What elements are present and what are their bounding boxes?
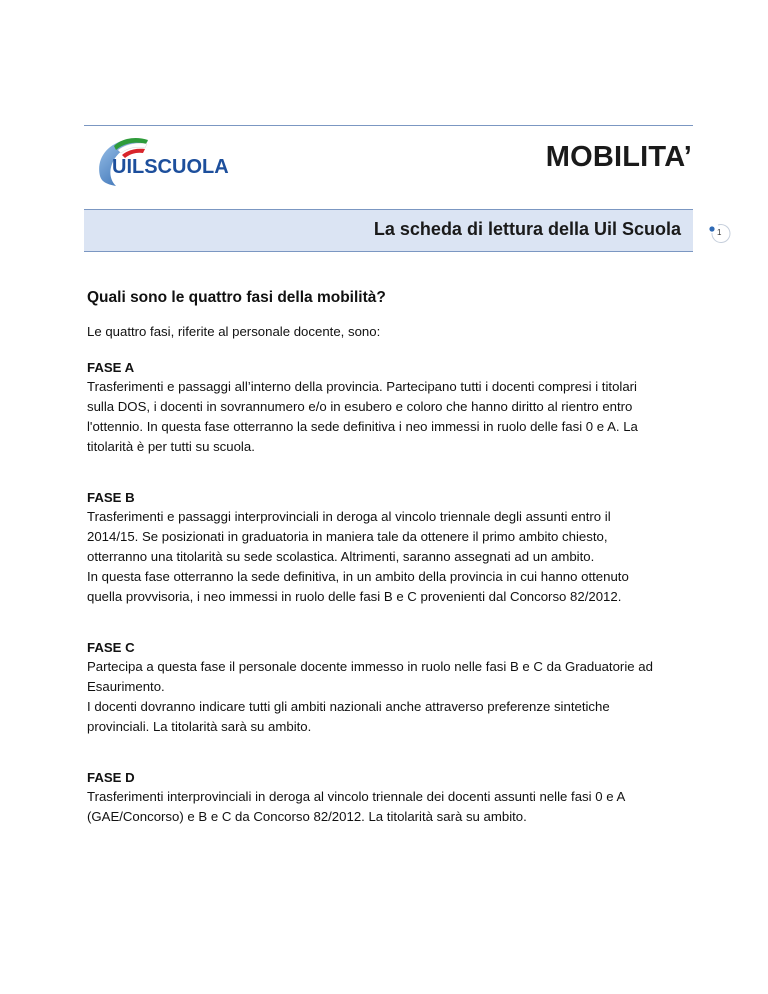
phase-line: sulla DOS, i docenti in sovrannumero e/o in esubero e coloro che hanno diritto al rientro entro	[87, 399, 633, 414]
phase-line: I docenti dovranno indicare tutti gli ambiti nazionali anche attraverso preferenze sintetiche	[87, 699, 610, 714]
phase-label: FASE C	[87, 640, 135, 655]
phase-line: l'ottennio. In questa fase otterranno la sede definitiva i neo immessi in ruolo delle fasi 0 e A. La	[87, 419, 638, 434]
document-body	[87, 287, 697, 858]
document-title: MOBILITA’	[545, 141, 692, 173]
phase-line: In questa fase otterranno la sede definitiva, in un ambito della provincia in cui hanno ottenuto	[87, 569, 629, 584]
subtitle-band	[84, 209, 693, 252]
phase-line: Trasferimenti interprovinciali in deroga al vincolo triennale dei docenti assunti nelle fasi 0 e A	[87, 789, 626, 804]
intro-text: Le quattro fasi, riferite al personale docente, sono:	[87, 324, 381, 339]
phase-line: Partecipa a questa fase il personale docente immesso in ruolo nelle fasi B e C da Graduatorie ad	[87, 659, 653, 674]
uilscuola-logo	[92, 130, 262, 192]
phase-line: titolarità è per tutti su scuola.	[87, 439, 255, 454]
document-subtitle: La scheda di lettura della Uil Scuola	[373, 219, 681, 239]
phase-line: provinciali. La titolarità sarà su ambito.	[87, 719, 312, 734]
phase-a	[87, 358, 697, 457]
phase-b	[87, 488, 697, 607]
phase-line: (GAE/Concorso) e B e C da Concorso 82/2012. La titolarità sarà su ambito.	[87, 809, 527, 824]
phase-label: FASE A	[87, 360, 135, 375]
phase-line: Esaurimento.	[87, 679, 165, 694]
phase-line: quella provvisoria, i neo immessi in ruolo delle fasi B e C provenienti dal Concorso 82/2012.	[87, 589, 622, 604]
header-top-rule	[84, 125, 693, 126]
svg-text:UILSCUOLA: UILSCUOLA	[112, 156, 229, 178]
phase-line: otterranno una titolarità su sede scolastica. Altrimenti, saranno assegnati ad un ambito.	[87, 549, 595, 564]
page-number: 1	[717, 228, 722, 237]
phase-label: FASE D	[87, 770, 135, 785]
phase-line: 2014/15. Se posizionati in graduatoria in maniera tale da ottenere il primo ambito chiesto,	[87, 529, 608, 544]
phase-d	[87, 768, 697, 827]
phase-line: Trasferimenti e passaggi interprovinciali in deroga al vincolo triennale degli assunti entro il	[87, 509, 611, 524]
phase-c	[87, 638, 697, 737]
phase-line: Trasferimenti e passaggi all’interno della provincia. Partecipano tutti i docenti compresi i titolari	[87, 379, 637, 394]
question-heading: Quali sono le quattro fasi della mobilità?	[87, 289, 386, 306]
phase-label: FASE B	[87, 490, 135, 505]
